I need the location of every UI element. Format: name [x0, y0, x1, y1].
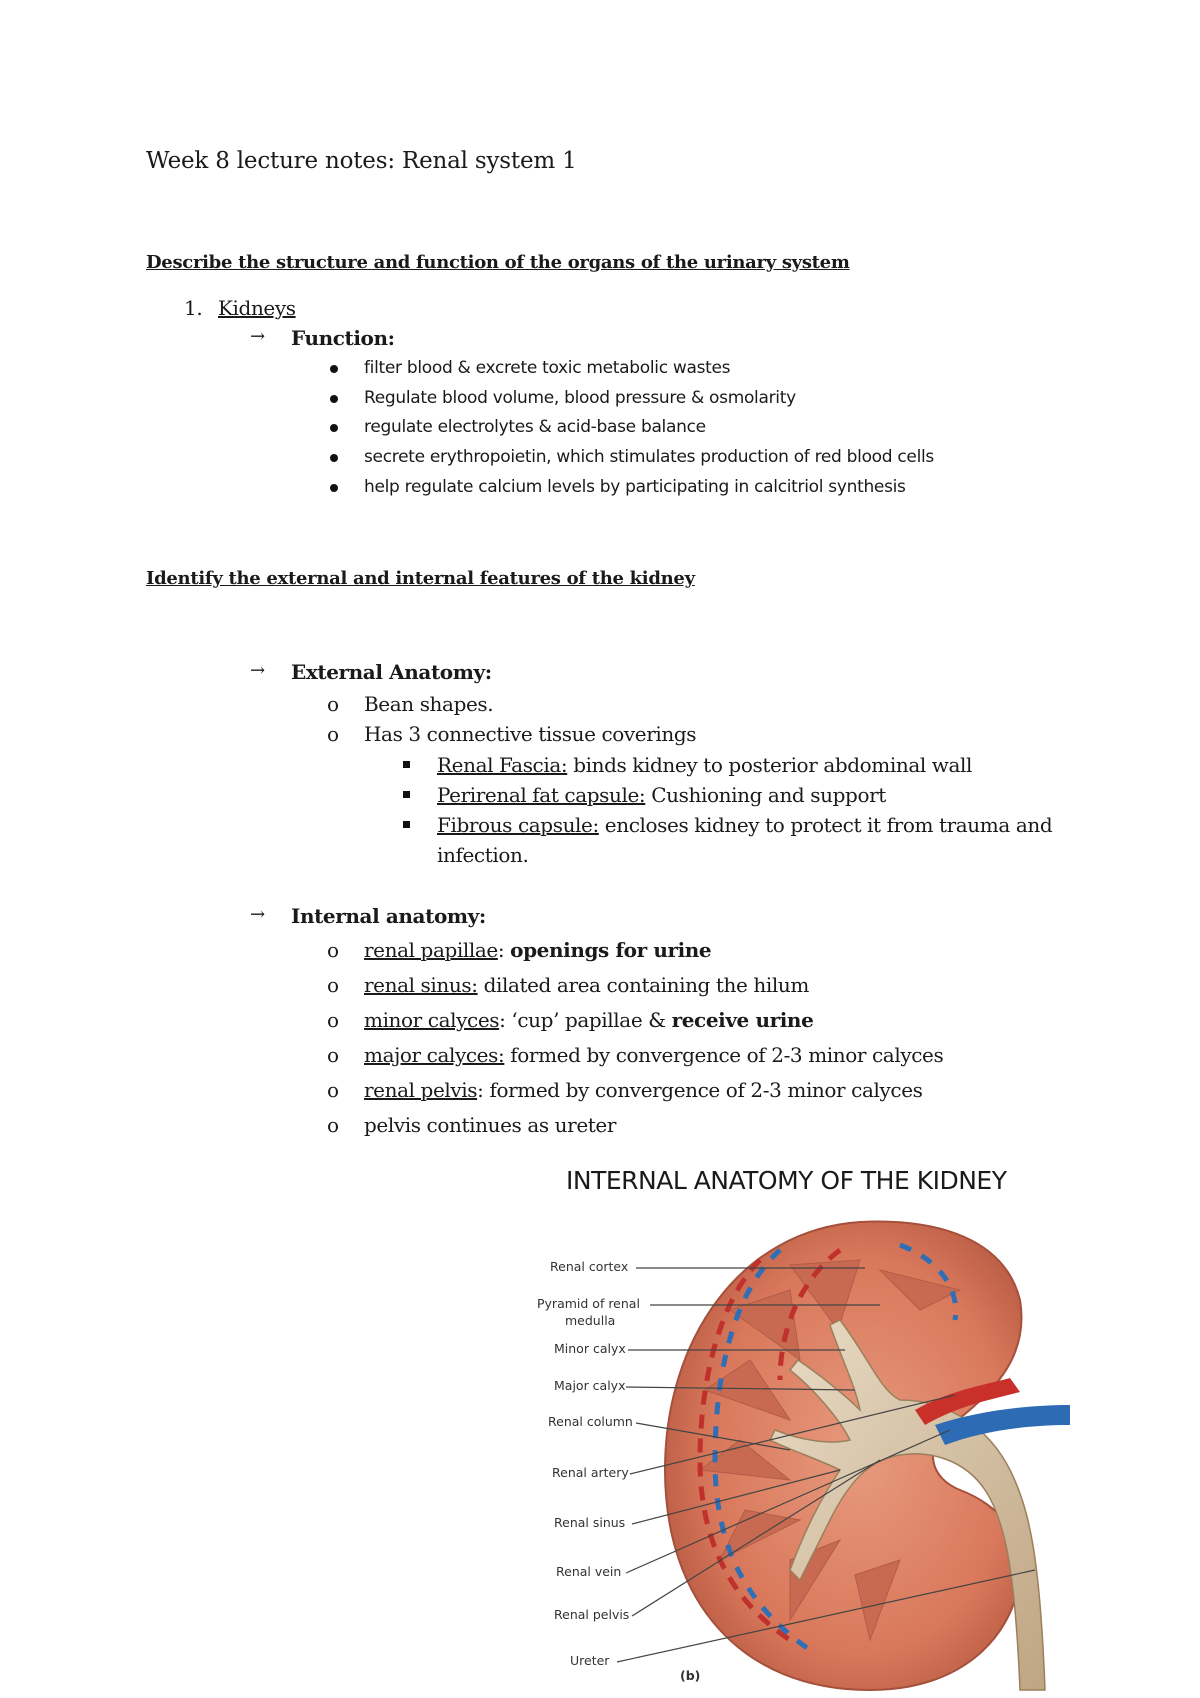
label-ureter: Ureter: [570, 1653, 610, 1668]
arrow-icon: →: [250, 904, 265, 925]
covering-desc: encloses kidney to protect it from trauma and: [598, 813, 1053, 837]
covering-desc-continued: infection.: [437, 843, 529, 867]
bullet-o-icon: o: [327, 692, 340, 716]
internal-emphasis: openings for urine: [510, 938, 712, 962]
covering-term: Perirenal fat capsule:: [437, 783, 646, 807]
section-heading-urinary: Describe the structure and function of the organs of the urinary system: [146, 252, 850, 273]
bullet-o-icon: o: [327, 1078, 340, 1102]
internal-sep: :: [477, 1078, 490, 1102]
label-renal-vein: Renal vein: [556, 1564, 622, 1579]
kidneys-item: Kidneys: [218, 296, 296, 320]
bullet-o-icon: o: [327, 1043, 340, 1067]
list-number: 1.: [184, 296, 203, 320]
arrow-icon: →: [250, 660, 265, 681]
internal-term: renal sinus:: [364, 973, 478, 997]
internal-term: minor calyces: [364, 1008, 500, 1032]
bullet-o-icon: o: [327, 1113, 340, 1137]
function-item: filter blood & excrete toxic metabolic wastes: [364, 358, 731, 378]
label-renal-artery: Renal artery: [552, 1465, 629, 1480]
covering-term: Fibrous capsule:: [437, 813, 599, 837]
internal-term: renal pelvis: [364, 1078, 478, 1102]
external-item: Bean shapes.: [364, 692, 494, 716]
internal-desc: formed by convergence of 2-3 minor calyces: [510, 1043, 944, 1067]
label-renal-pelvis: Renal pelvis: [554, 1607, 630, 1622]
internal-desc: ‘cup’ papillae &: [511, 1008, 672, 1032]
covering-term: Renal Fascia:: [437, 753, 568, 777]
external-item: Has 3 connective tissue coverings: [364, 722, 697, 746]
label-major-calyx: Major calyx: [554, 1378, 626, 1393]
external-anatomy-label: External Anatomy:: [291, 660, 492, 684]
function-item: help regulate calcium levels by participating in calcitriol synthesis: [364, 477, 906, 497]
label-pyramid: Pyramid of renal: [537, 1296, 640, 1311]
function-item: Regulate blood volume, blood pressure & osmolarity: [364, 388, 796, 408]
internal-desc: formed by convergence of 2-3 minor calyces: [489, 1078, 923, 1102]
internal-desc: pelvis continues as ureter: [364, 1113, 616, 1137]
label-renal-sinus: Renal sinus: [554, 1515, 626, 1530]
label-medulla: medulla: [565, 1313, 616, 1328]
function-label: Function:: [291, 326, 395, 350]
panel-label: (b): [680, 1668, 701, 1683]
internal-sep: :: [497, 938, 511, 962]
covering-desc: binds kidney to posterior abdominal wall: [567, 753, 973, 777]
page-title: Week 8 lecture notes: Renal system 1: [146, 148, 577, 174]
internal-emphasis: receive urine: [671, 1008, 814, 1032]
figure-title: INTERNAL ANATOMY OF THE KIDNEY: [566, 1166, 1007, 1195]
label-renal-column: Renal column: [548, 1414, 633, 1429]
bullet-o-icon: o: [327, 973, 340, 997]
section-heading-kidney: Identify the external and internal features of the kidney: [146, 568, 695, 589]
bullet-o-icon: o: [327, 1008, 340, 1032]
label-minor-calyx: Minor calyx: [554, 1341, 626, 1356]
internal-sep: :: [499, 1008, 512, 1032]
arrow-icon: →: [250, 326, 265, 347]
internal-term: renal papillae: [364, 938, 498, 962]
internal-term: major calyces:: [364, 1043, 505, 1067]
internal-anatomy-label: Internal anatomy:: [291, 904, 486, 928]
covering-desc: Cushioning and support: [645, 783, 886, 807]
label-renal-cortex: Renal cortex: [550, 1259, 629, 1274]
internal-desc: dilated area containing the hilum: [483, 973, 809, 997]
bullet-o-icon: o: [327, 938, 340, 962]
function-item: secrete erythropoietin, which stimulates production of red blood cells: [364, 447, 934, 467]
bullet-o-icon: o: [327, 722, 340, 746]
function-item: regulate electrolytes & acid-base balance: [364, 417, 706, 437]
